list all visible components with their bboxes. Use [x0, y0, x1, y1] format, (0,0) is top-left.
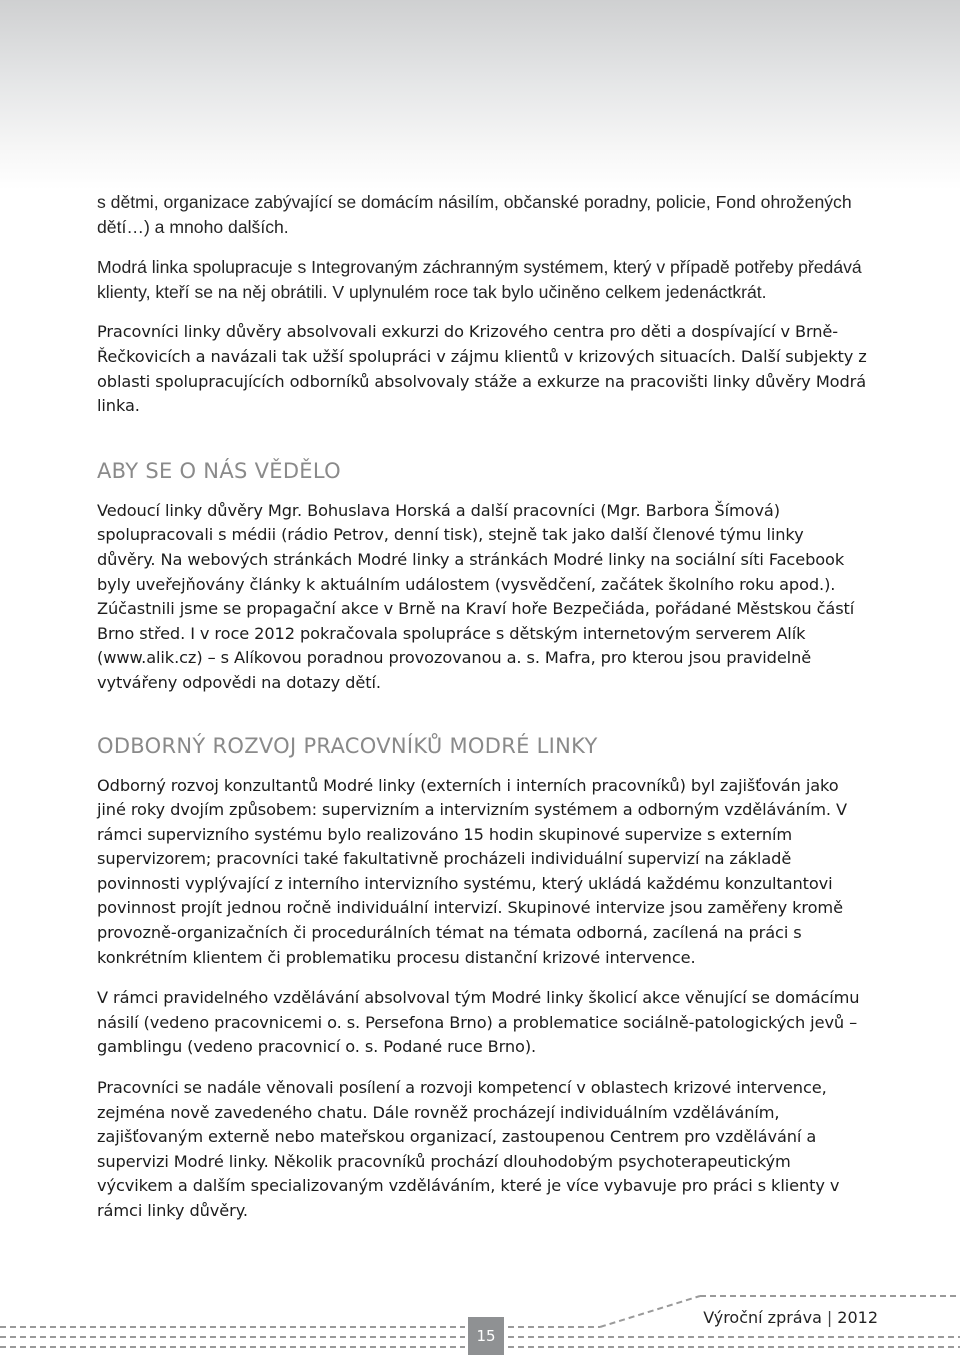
paragraph-training: V rámci pravidelného vzdělávání absolvoval tým Modré linky školicí akce věnující se domácímu násilí (vedeno pracovnicemi o. s. Persefona Brno) a problematice sociálně-patologických jevů – gamblingu (vedeno pracovnicí o. s. Podané ruce Brno).: [97, 988, 860, 1057]
paragraph-cooperating-organizations: s dětmi, organizace zabývající se domácím násilím, občanské poradny, policie, Fond ohrožených dětí…) a mnoho dalších.: [97, 192, 852, 237]
paragraph-supervision: Odborný rozvoj konzultantů Modré linky (externích i interních pracovníků) byl zajišťován jako jiné roky dvojím způsobem: supervizním a intervizním systémem a odborným vzděláváním. V rámci supervizního systému bylo realizováno 15 hodin skupinové supervize s externím supervizorem; pracovníci také fakultativně procházeli individuální supervizí na základě povinnosti vyplývající z interního intervizního systému, který ukládá každému konzultantovi povinnost projít jednou ročně individuální intervizí. Skupinové intervize jsou zaměřeny kromě provozně-organizačních či procedurálních témat na témata odborná, zacílená na práci s konkrétním klientem či problematiku procesu distanční krizové intervence.: [97, 775, 847, 967]
report-title-text: Výroční zpráva: [703, 1308, 822, 1327]
footer-report-title: Výroční zpráva | 2012: [703, 1308, 878, 1327]
section-heading-professional-development: ODBORNÝ ROZVOJ PRACOVNÍKŮ MODRÉ LINKY: [97, 733, 598, 758]
page-content: [97, 190, 867, 1224]
paragraph-publicity: Vedoucí linky důvěry Mgr. Bohuslava Horská a další pracovníci (Mgr. Barbora Šímová) spolupracovali s médii (rádio Petrov, denní tisk), stejně tak jako další členové týmu linky důvěry. Na webových stránkách Modré linky a stránkách Modré linky na sociální síti Facebook byly uveřejňovány články k aktuálním událostem (vysvědčení, začátek školního roku apod.). Zúčastnili jsme se propagační akce v Brně na Kraví hoře Bezpečiáda, pořádané Městskou částí Brno střed. I v roce 2012 pokračovala spolupráce s dětským internetovým serverem Alík (www.alik.cz) – s Alíkovou poradnou provozovanou a. s. Mafra, pro kterou jsou pravidelně vytvářeny odpovědi na dotazy dětí.: [97, 500, 855, 692]
paragraph-competences: Pracovníci se nadále věnovali posílení a rozvoji kompetencí v oblastech krizové intervence, zejména nově zavedeného chatu. Dále rovněž procházejí individuálním vzděláváním, zajišťovaným externě nebo mateřskou organizací, zastoupenou Centrem pro vzdělávání a supervizi Modré linky. Několik pracovníků prochází dlouhodobým psychoterapeutickým výcvikem a dalším specializovaným vzděláváním, které je více vybavuje pro práci s klienty v rámci linky důvěry.: [97, 1078, 840, 1220]
header-gradient-band: [0, 0, 960, 190]
report-year: 2012: [837, 1308, 878, 1327]
paragraph-excursions: Pracovníci linky důvěry absolvovali exkurzi do Krizového centra pro děti a dospívající v Brně-Řečkovicích a navázali tak užší spolupráci v zájmu klientů v krizových situacích. Další subjekty z oblasti spolupracujících odborníků absolvovaly stáže a exkurze na pracovišti linky důvěry Modrá linka.: [97, 322, 867, 416]
page-number-badge: [468, 1317, 504, 1355]
page-footer: [0, 1290, 960, 1362]
section-heading-publicity: ABY SE O NÁS VĚDĚLO: [97, 458, 341, 483]
page-number: 15: [476, 1327, 496, 1345]
paragraph-rescue-system: Modrá linka spolupracuje s Integrovaným záchranným systémem, který v případě potřeby předává klienty, kteří se na něj obrátili. V uplynulém roce tak bylo učiněno celkem jedenáctkrát.: [97, 257, 862, 302]
